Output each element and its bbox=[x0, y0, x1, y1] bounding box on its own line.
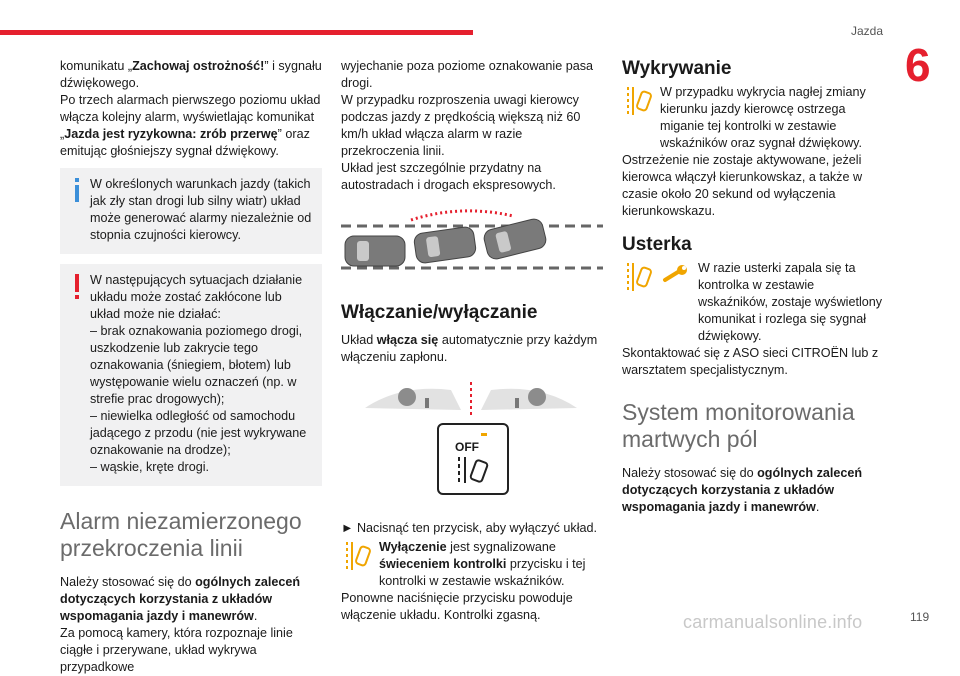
page-number: 119 bbox=[910, 610, 930, 624]
section-heading: Alarm niezamierzonego przekroczenia linii bbox=[60, 508, 302, 561]
paragraph: wyjechanie poza poziome oznakowanie pasa drogi. bbox=[341, 59, 594, 90]
bold-text: ogólnych zaleceń dotyczących korzystania z układów wspomagania jazdy i manewrów bbox=[622, 466, 863, 514]
paragraph bbox=[341, 332, 603, 366]
watermark: carmanualsonline.info bbox=[683, 612, 863, 632]
lane-departure-illustration bbox=[341, 206, 603, 288]
paragraph: W przypadku rozproszenia uwagi kierowcy podczas jazdy z prędkością większą niż 60 km/h układ włącza alarm w razie przekroczenia linii. bbox=[341, 93, 581, 158]
column-2 bbox=[341, 58, 603, 624]
column-1 bbox=[60, 58, 322, 676]
paragraph bbox=[60, 92, 322, 160]
text: ” oraz emitując głośniejszy sygnał dźwiękowy. bbox=[60, 127, 310, 158]
text: Należy stosować się do bbox=[60, 575, 196, 589]
bold-text: włącza się bbox=[376, 333, 439, 347]
section-heading: System monitorowania martwych pól bbox=[622, 399, 855, 452]
lane-assist-off-button[interactable] bbox=[437, 423, 509, 495]
button-location-illustration bbox=[341, 374, 603, 510]
paragraph: ► Nacisnąć ten przycisk, aby wyłączyć układ. bbox=[341, 521, 598, 535]
wrench-icon bbox=[662, 264, 692, 284]
text: . bbox=[815, 500, 820, 514]
bold-text: świeceniem kontrolki bbox=[379, 557, 507, 571]
list-item: – niewielka odległość od samochodu jadącego z przodu (nie jest wykrywane oznakowanie na drodze); bbox=[90, 409, 307, 457]
paragraph bbox=[60, 574, 322, 625]
warning-icon bbox=[72, 274, 82, 300]
indicator-paragraph bbox=[341, 539, 603, 590]
warning-note bbox=[60, 264, 322, 486]
section-heading: Wykrywanie bbox=[622, 58, 732, 79]
bold-text: Wyłączenie bbox=[379, 540, 447, 554]
text: ” i sygnału dźwiękowego. bbox=[60, 59, 322, 90]
paragraph bbox=[622, 465, 884, 516]
fault-paragraph bbox=[622, 260, 884, 345]
chapter-number: 6 bbox=[905, 39, 931, 91]
text: . bbox=[253, 609, 258, 623]
warning-intro: W następujących sytuacjach działanie układu może zostać zakłócone lub układ może nie działać: bbox=[90, 273, 303, 321]
text: W razie usterki zapala się ta kontrolka w zestawie wskaźników, zostaje wyświetlony komunikat i rozlega się sygnał dźwiękowy. bbox=[698, 261, 883, 343]
bold-text: ogólnych zaleceń dotyczących korzystania z układów wspomagania jazdy i manewrów bbox=[60, 575, 301, 623]
paragraph: Skontaktować się z ASO sieci CITROËN lub z warsztatem specjalistycznym. bbox=[622, 346, 879, 377]
paragraph: Ponowne naciśnięcie przycisku powoduje włączenie układu. Kontrolki zgasną. bbox=[341, 591, 573, 622]
info-note-text: W określonych warunkach jazdy (takich jak zły stan drogi lub silny wiatr) układ może generować alarmy niezależnie od stopnia czujności kierowcy. bbox=[90, 177, 312, 242]
column-3 bbox=[622, 58, 884, 516]
text: jest sygnalizowane bbox=[446, 540, 556, 554]
info-icon bbox=[72, 178, 82, 204]
section-heading: Włączanie/wyłączanie bbox=[341, 302, 538, 323]
lane-departure-icon bbox=[453, 455, 493, 485]
bold-text: Zachowaj ostrożność! bbox=[132, 59, 265, 73]
lane-warning-lamp-icon bbox=[341, 539, 373, 573]
list-item: – brak oznakowania poziomego drogi, uszkodzenie lub zakrycie tego oznakowania (śniegiem, błotem) lub występowanie wielu oznaczeń (np. w strefie prac drogowych); bbox=[90, 324, 303, 406]
dashboard-location-icon bbox=[341, 380, 603, 416]
paragraph bbox=[60, 58, 322, 92]
section-name: Jazda bbox=[851, 24, 884, 38]
button-indicator-light bbox=[481, 433, 487, 436]
lane-warning-lamp-icon bbox=[622, 84, 654, 118]
text: Po trzech alarmach pierwszego poziomu układ włącza kolejny alarm, wyświetlając komunikat „ bbox=[60, 93, 321, 141]
info-note bbox=[60, 168, 322, 254]
paragraph: Układ jest szczególnie przydatny na autostradach i drogach ekspresowych. bbox=[341, 161, 556, 192]
text: W przypadku wykrycia nagłej zmiany kierunku jazdy kierowcę ostrzega miganie tej kontrolki w zestawie wskaźników oraz sygnał dźwiękowy. bbox=[660, 85, 866, 150]
detection-paragraph bbox=[622, 84, 884, 152]
list-item: – wąskie, kręte drogi. bbox=[90, 460, 209, 474]
section-heading: Usterka bbox=[622, 234, 692, 255]
text: automatycznie przy każdym włączeniu zapłonu. bbox=[341, 333, 598, 364]
text: komunikatu „ bbox=[60, 59, 133, 73]
paragraph: Za pomocą kamery, która rozpoznaje linie ciągłe i przerywane, układ wykrywa przypadkowe bbox=[60, 626, 293, 674]
lane-warning-lamp-icon bbox=[622, 260, 654, 294]
text: Należy stosować się do bbox=[622, 466, 758, 480]
car-lane-illustration bbox=[341, 206, 603, 288]
top-accent-bar bbox=[0, 30, 473, 35]
paragraph: Ostrzeżenie nie zostaje aktywowane, jeżeli kierowca włączył kierunkowskaz, a także w czasie około 20 sekund od wyłączenia kierunkowskazu. bbox=[622, 153, 863, 218]
button-label: OFF bbox=[455, 440, 479, 454]
text: przycisku i tej kontrolki w zestawie wskaźników. bbox=[379, 557, 586, 588]
text: Układ bbox=[341, 333, 377, 347]
bold-text: Jazda jest ryzykowna: zrób przerwę bbox=[64, 127, 278, 141]
